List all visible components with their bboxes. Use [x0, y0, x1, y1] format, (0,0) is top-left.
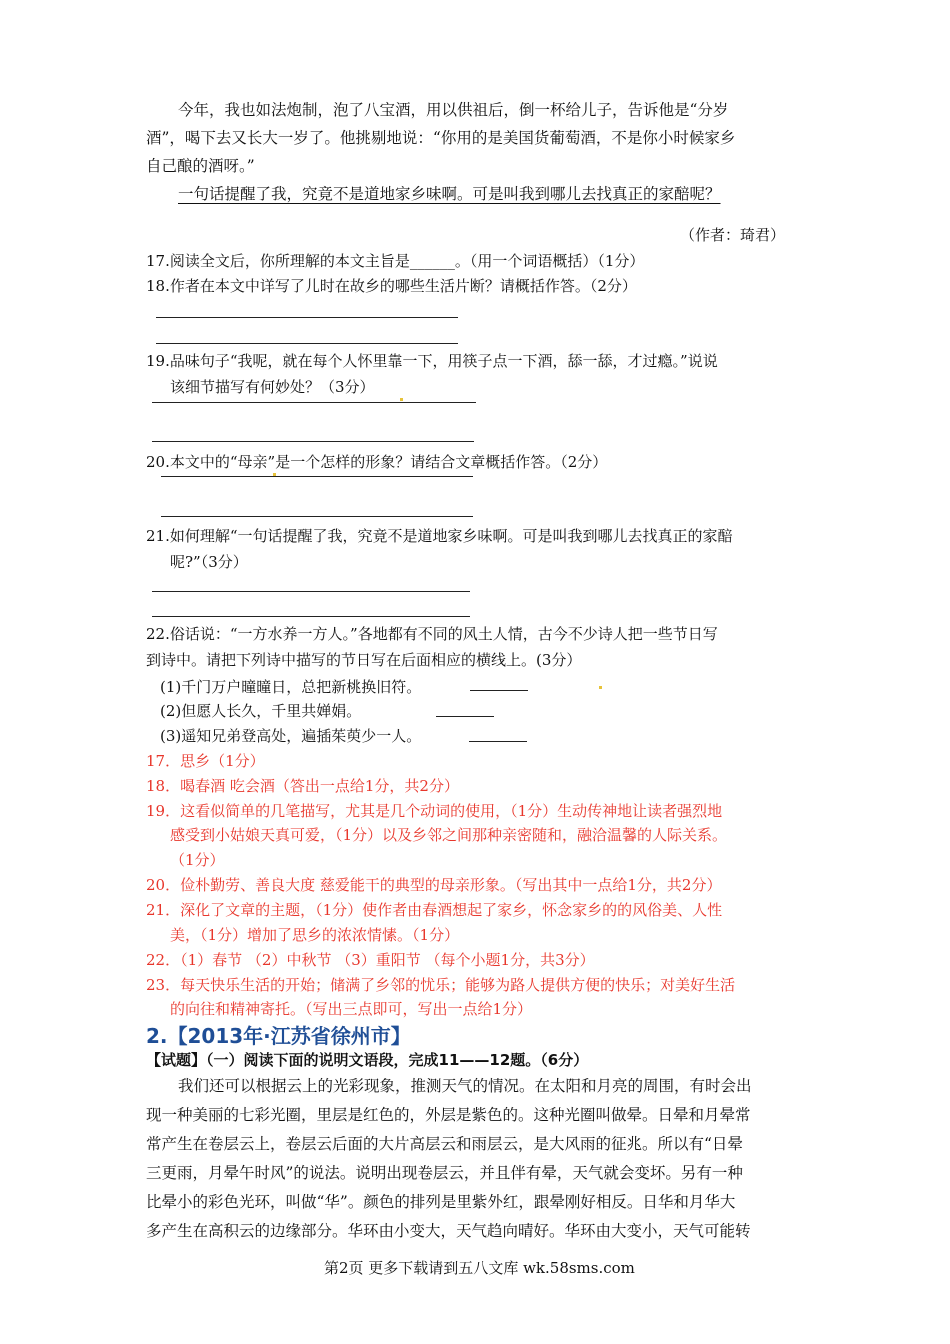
answer-line[interactable] — [152, 591, 470, 592]
answer-23-line-2: 的向往和精神寄托。（写出三点即可，写出一点给1分） — [170, 1000, 533, 1018]
answer-line[interactable] — [161, 476, 473, 477]
question-19-line-1: 19.品味句子“我呢，就在每个人怀里靠一下，用筷子点一下酒，舔一舔，才过瘾。”说说 — [146, 352, 718, 370]
article-line: 常产生在卷层云上，卷层云后面的大片高层云和雨层云，是大风雨的征兆。所以有“日晕 — [146, 1135, 743, 1153]
poem-3: (3)遥知兄弟登高处，遍插茱萸少一人。 — [160, 727, 422, 745]
article-line: 三更雨，月晕午时风”的说法。说明出现卷层云，并且伴有晕，天气就会变坏。另有一种 — [146, 1164, 743, 1182]
question-20: 20.本文中的“母亲”是一个怎样的形象？请结合文章概括作答。（2分） — [146, 453, 608, 471]
question-21-line-1: 21.如何理解“一句话提醒了我，究竟不是道地家乡味啊。可是叫我到哪儿去找真正的家醅 — [146, 527, 733, 545]
question-22-line-1: 22.俗话说：“一方水养一方人。”各地都有不同的风土人情，古今不少诗人把一些节日写 — [146, 625, 718, 643]
answer-21-line-1: 21．深化了文章的主题，（1分）使作者由春酒想起了家乡，怀念家乡的的风俗美、人性 — [146, 901, 723, 919]
answer-line[interactable] — [152, 441, 474, 442]
article-line: 比晕小的彩色光环，叫做“华”。颜色的排列是里紫外红，跟晕刚好相反。日华和月华大 — [146, 1193, 736, 1211]
stray-mark — [599, 686, 602, 689]
answer-line[interactable] — [152, 402, 476, 403]
answer-21-line-2: 美，（1分）增加了思乡的浓浓情愫。（1分） — [170, 926, 460, 944]
section-intro: 【试题】（一）阅读下面的说明文语段，完成11——12题。（6分） — [146, 1051, 589, 1069]
answer-line[interactable] — [152, 616, 470, 617]
question-17: 17.阅读全文后，你所理解的本文主旨是______。（用一个词语概括）（1分） — [146, 252, 645, 270]
answer-19-line-2: 感受到小姑娘天真可爱，（1分）以及乡邻之间那种亲密随和，融洽温馨的人际关系。 — [170, 826, 728, 844]
answer-line[interactable] — [161, 516, 473, 517]
festival-blank-1[interactable] — [470, 690, 528, 691]
question-22-line-2: 到诗中。请把下列诗中描写的节日写在后面相应的横线上。(3分） — [146, 651, 582, 669]
passage-line-1: 今年，我也如法炮制，泡了八宝酒，用以供祖后，倒一杯给儿子，告诉他是“分岁 — [178, 101, 729, 119]
festival-blank-2[interactable] — [436, 716, 494, 717]
answer-17: 17．思乡（1分） — [146, 752, 265, 770]
author-credit: （作者：琦君） — [680, 226, 786, 244]
answer-23-line-1: 23．每天快乐生活的开始；储满了乡邻的忧乐；能够为路人提供方便的快乐；对美好生活 — [146, 976, 736, 994]
question-18: 18.作者在本文中详写了儿时在故乡的哪些生活片断？请概括作答。（2分） — [146, 277, 637, 295]
question-21-line-2: 呢?”（3分） — [170, 553, 248, 571]
poem-2: (2)但愿人长久，千里共婵娟。 — [160, 702, 362, 720]
page-footer: 第2页 更多下载请到五八文库 wk.58sms.com — [324, 1259, 635, 1277]
answer-18: 18．喝春酒 吃会酒（答出一点给1分，共2分） — [146, 777, 459, 795]
answer-19-line-3: （1分） — [170, 851, 225, 869]
answer-22: 22．（1）春节 （2）中秋节 （3）重阳节 （每个小题1分，共3分） — [146, 951, 595, 969]
stray-mark — [273, 473, 276, 476]
stray-mark — [400, 398, 403, 401]
section-heading: 2.【2013年·江苏省徐州市】 — [146, 1024, 411, 1048]
passage-line-2: 酒”，喝下去又长大一岁了。他挑剔地说：“你用的是美国货葡萄酒，不是你小时候家乡 — [146, 129, 736, 147]
answer-20: 20．俭朴勤劳、善良大度 慈爱能干的典型的母亲形象。（写出其中一点给1分，共2分） — [146, 876, 722, 894]
article-line: 多产生在高积云的边缘部分。华环由小变大，天气趋向晴好。华环由大变小，天气可能转 — [146, 1222, 751, 1240]
answer-19-line-1: 19．这看似简单的几笔描写，尤其是几个动词的使用，（1分）生动传神地让读者强烈地 — [146, 802, 723, 820]
article-line: 我们还可以根据云上的光彩现象，推测天气的情况。在太阳和月亮的周围，有时会出 — [178, 1077, 752, 1095]
answer-line[interactable] — [156, 317, 458, 318]
passage-line-3: 自己酿的酒呀。” — [146, 157, 255, 175]
festival-blank-3[interactable] — [469, 741, 527, 742]
question-19-line-2: 该细节描写有何妙处？（3分） — [170, 378, 375, 396]
answer-line[interactable] — [156, 343, 458, 344]
passage-line-4: 一句话提醒了我，究竟不是道地家乡味啊。可是叫我到哪儿去找真正的家醅呢？ — [178, 185, 721, 203]
poem-1: (1)千门万户曈曈日，总把新桃换旧符。 — [160, 678, 422, 696]
article-line: 现一种美丽的七彩光圈，里层是红色的，外层是紫色的。这种光圈叫做晕。日晕和月晕常 — [146, 1106, 751, 1124]
